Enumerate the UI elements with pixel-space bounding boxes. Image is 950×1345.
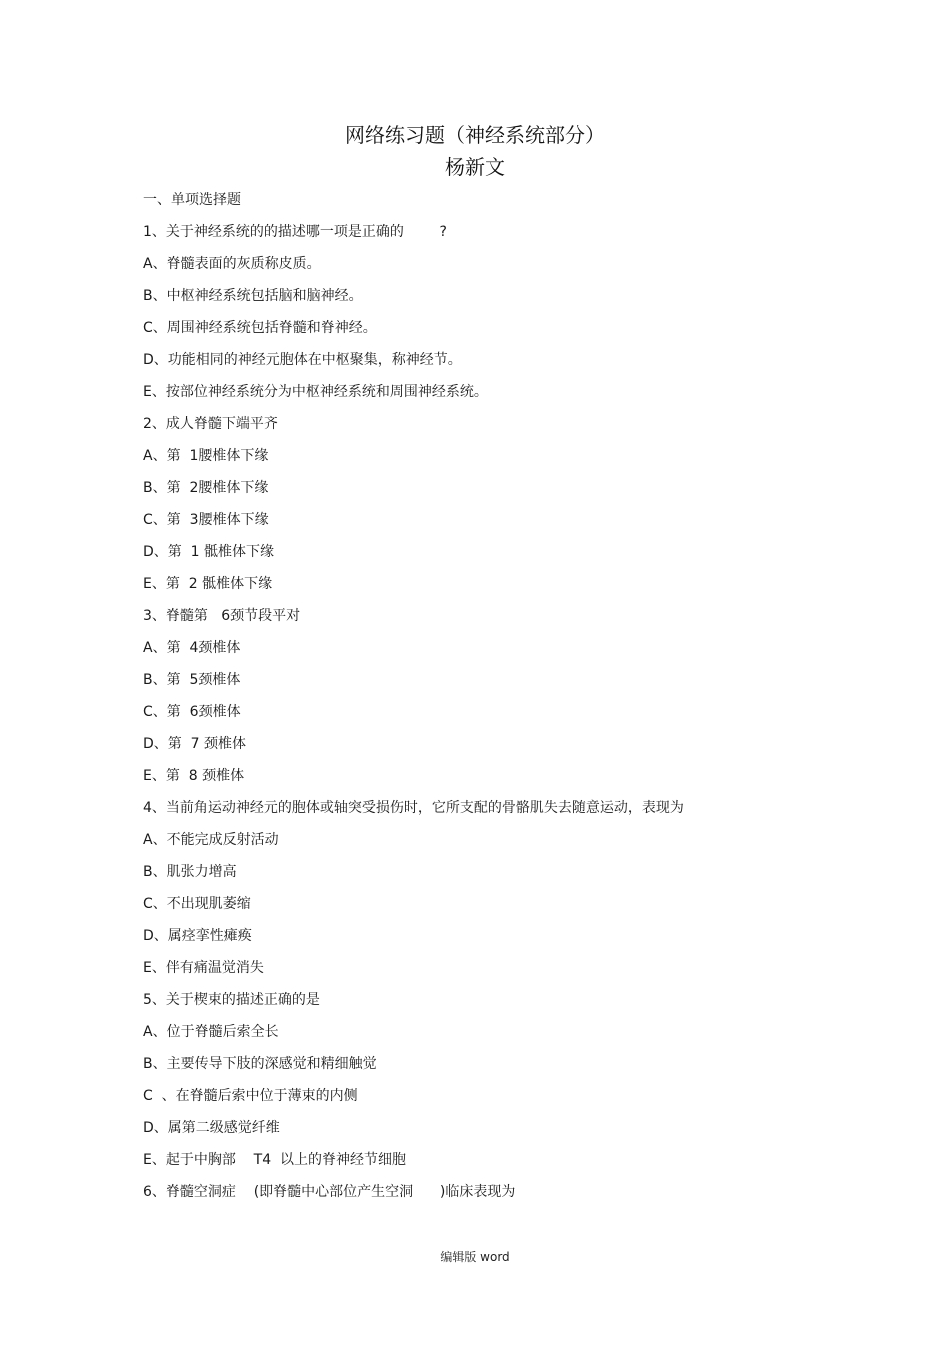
text-line: E、第 2 骶椎体下缘 bbox=[143, 576, 273, 592]
text-line: B、第 2腰椎体下缘 bbox=[143, 480, 269, 496]
text-line: D、第 7 颈椎体 bbox=[143, 736, 247, 752]
text-line: C、第 3腰椎体下缘 bbox=[143, 512, 269, 528]
text-line: 4、当前角运动神经元的胞体或轴突受损伤时，它所支配的骨骼肌失去随意运动，表现为 bbox=[143, 800, 684, 816]
text-line: B、第 5颈椎体 bbox=[143, 672, 241, 688]
text-line: A、脊髓表面的灰质称皮质。 bbox=[143, 256, 321, 272]
page-footer: 编辑版 word bbox=[440, 1250, 510, 1264]
text-line: 3、脊髓第 6颈节段平对 bbox=[143, 608, 301, 624]
text-line: D、功能相同的神经元胞体在中枢聚集，称神经节。 bbox=[143, 352, 462, 368]
question-list bbox=[143, 188, 843, 1212]
text-line: C、不出现肌萎缩 bbox=[143, 896, 251, 912]
text-line: D、属痉挛性瘫痪 bbox=[143, 928, 252, 944]
text-line: E、伴有痛温觉消失 bbox=[143, 960, 264, 976]
text-line: A、第 4颈椎体 bbox=[143, 640, 241, 656]
text-line: D、属第二级感觉纤维 bbox=[143, 1120, 280, 1136]
text-line: D、第 1 骶椎体下缘 bbox=[143, 544, 275, 560]
text-line: B、主要传导下肢的深感觉和精细触觉 bbox=[143, 1056, 377, 1072]
text-line: C、第 6颈椎体 bbox=[143, 704, 241, 720]
text-line: 一、单项选择题 bbox=[143, 192, 241, 208]
text-line: C、周围神经系统包括脊髓和脊神经。 bbox=[143, 320, 377, 336]
text-line: C 、在脊髓后索中位于薄束的内侧 bbox=[143, 1088, 358, 1104]
document-author: 杨新文 bbox=[445, 155, 505, 179]
text-line: B、肌张力增高 bbox=[143, 864, 237, 880]
text-line: 1、关于神经系统的的描述哪一项是正确的 ? bbox=[143, 224, 447, 240]
text-line: 5、关于楔束的描述正确的是 bbox=[143, 992, 320, 1008]
text-line: E、按部位神经系统分为中枢神经系统和周围神经系统。 bbox=[143, 384, 488, 400]
text-line: E、第 8 颈椎体 bbox=[143, 768, 245, 784]
text-line: E、起于中胸部 T4 以上的脊神经节细胞 bbox=[143, 1152, 407, 1168]
text-line: 6、脊髓空洞症 (即脊髓中心部位产生空洞 )临床表现为 bbox=[143, 1184, 516, 1200]
text-line: 2、成人脊髓下端平齐 bbox=[143, 416, 278, 432]
text-line: B、中枢神经系统包括脑和脑神经。 bbox=[143, 288, 363, 304]
text-line: A、位于脊髓后索全长 bbox=[143, 1024, 279, 1040]
text-line: A、第 1腰椎体下缘 bbox=[143, 448, 269, 464]
text-line: A、不能完成反射活动 bbox=[143, 832, 279, 848]
document-title: 网络练习题（神经系统部分） bbox=[345, 123, 605, 147]
